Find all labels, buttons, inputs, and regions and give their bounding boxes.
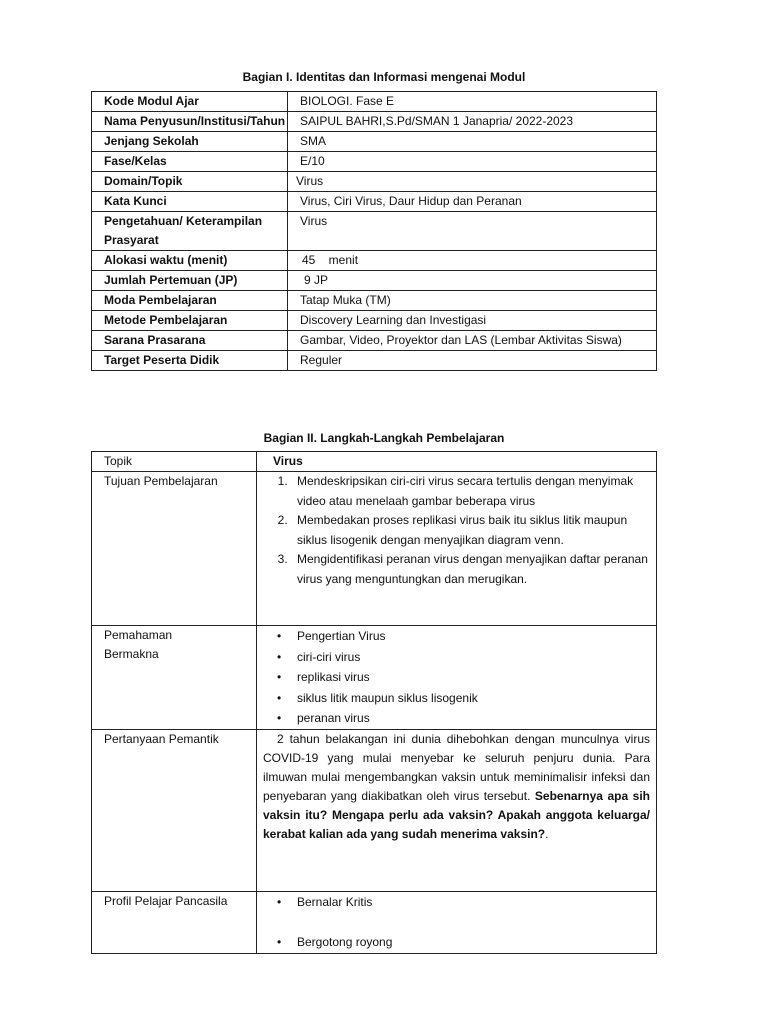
list-item: 2. Membedakan proses replikasi virus baik itu siklus litik maupun siklus lisogenik dengan menyajikan diagram venn. bbox=[291, 511, 650, 550]
table-row bbox=[92, 891, 657, 953]
row-key: Jumlah Pertemuan (JP) bbox=[92, 271, 288, 291]
row-key: Jenjang Sekolah bbox=[92, 132, 288, 152]
list-item: 3. Mengidentifikasi peranan virus dengan menyajikan daftar peranan virus yang menguntungkan dan merugikan. bbox=[291, 550, 650, 589]
list-item: • Pengertian Virus bbox=[297, 626, 650, 647]
pemahaman-list bbox=[273, 626, 650, 729]
row-key: Nama Penyusun/Institusi/Tahun bbox=[92, 112, 288, 132]
row-value: SMA bbox=[288, 132, 657, 152]
pertanyaan-label: Pertanyaan Pemantik bbox=[92, 729, 257, 891]
row-value: Virus bbox=[288, 212, 657, 251]
table-row bbox=[92, 452, 657, 472]
table-row bbox=[92, 192, 657, 212]
list-item: • ciri-ciri virus bbox=[297, 647, 650, 668]
row-value: SAIPUL BAHRI,S.Pd/SMAN 1 Janapria/ 2022-2023 bbox=[288, 112, 657, 132]
row-key: Moda Pembelajaran bbox=[92, 291, 288, 311]
row-value: Reguler bbox=[288, 351, 657, 371]
profil-label: Profil Pelajar Pancasila bbox=[92, 891, 257, 953]
row-value: 9 JP bbox=[288, 271, 657, 291]
profil-list bbox=[273, 892, 650, 952]
row-value: Virus, Ciri Virus, Daur Hidup dan Peranan bbox=[288, 192, 657, 212]
tujuan-list bbox=[267, 472, 650, 589]
pemahaman-label bbox=[92, 626, 257, 730]
pertanyaan-bold-text: Sebenarnya apa sih vaksin itu? Mengapa perlu ada vaksin? Apakah anggota keluarga/ kerabat kalian ada yang sudah menerima vaksin? bbox=[263, 788, 650, 841]
pemahaman-label-text: Pemahaman Bermakna bbox=[104, 628, 173, 661]
table-row bbox=[92, 112, 657, 132]
row-value: 45 menit bbox=[288, 251, 657, 271]
row-key: Fase/Kelas bbox=[92, 152, 288, 172]
pertanyaan-cell bbox=[257, 729, 657, 891]
list-item: • replikasi virus bbox=[297, 667, 650, 688]
row-key: Kata Kunci bbox=[92, 192, 288, 212]
pertanyaan-end: . bbox=[545, 826, 549, 841]
row-value: Gambar, Video, Proyektor dan LAS (Lembar Aktivitas Siswa) bbox=[288, 331, 657, 351]
row-value: Discovery Learning dan Investigasi bbox=[288, 311, 657, 331]
pemahaman-cell bbox=[257, 626, 657, 730]
list-item: • Bernalar Kritis bbox=[297, 892, 650, 912]
row-key: Target Peserta Didik bbox=[92, 351, 288, 371]
list-item: • peranan virus bbox=[297, 708, 650, 729]
tujuan-label: Tujuan Pembelajaran bbox=[92, 472, 257, 626]
profil-cell bbox=[257, 891, 657, 953]
list-item: • siklus litik maupun siklus lisogenik bbox=[297, 688, 650, 709]
table-row bbox=[92, 291, 657, 311]
row-key: Metode Pembelajaran bbox=[92, 311, 288, 331]
row-key: Kode Modul Ajar bbox=[92, 92, 288, 112]
section1-title: Bagian I. Identitas dan Informasi mengenai Modul bbox=[242, 70, 526, 84]
list-item: • Bergotong royong bbox=[297, 932, 650, 952]
table-row bbox=[92, 311, 657, 331]
row-key: Domain/Topik bbox=[92, 172, 288, 192]
table-row bbox=[92, 172, 657, 192]
row-key: Pengetahuan/ Keterampilan Prasyarat bbox=[92, 212, 288, 251]
table-row bbox=[92, 132, 657, 152]
row-value: BIOLOGI. Fase E bbox=[288, 92, 657, 112]
table-row bbox=[92, 251, 657, 271]
row-key: Sarana Prasarana bbox=[92, 331, 288, 351]
table-row bbox=[92, 729, 657, 891]
table-row bbox=[92, 212, 657, 251]
table-row bbox=[92, 626, 657, 730]
table-row bbox=[92, 92, 657, 112]
row-value: Virus bbox=[288, 172, 657, 192]
module-identity-table bbox=[91, 91, 657, 371]
list-item: 1. Mendeskripsikan ciri-ciri virus secara tertulis dengan menyimak video atau menelaah gambar beberapa virus bbox=[291, 472, 650, 511]
row-key: Alokasi waktu (menit) bbox=[92, 251, 288, 271]
table-row bbox=[92, 351, 657, 371]
table-row bbox=[92, 152, 657, 172]
row-value: Tatap Muka (TM) bbox=[288, 291, 657, 311]
table-row bbox=[92, 472, 657, 626]
topik-label: Topik bbox=[92, 452, 257, 472]
topik-value: Virus bbox=[257, 452, 657, 472]
table-row bbox=[92, 271, 657, 291]
row-value: E/10 bbox=[288, 152, 657, 172]
section2-title: Bagian II. Langkah-Langkah Pembelajaran bbox=[263, 431, 505, 445]
table-row bbox=[92, 331, 657, 351]
learning-steps-table bbox=[91, 451, 657, 954]
tujuan-cell bbox=[257, 472, 657, 626]
pertanyaan-text: 2 tahun belakangan ini dunia dihebohkan dengan munculnya virus COVID-19 yang mulai menyebar ke seluruh penjuru dunia. Para ilmuwan mulai mengembangkan vaksin untuk meminimalisir infeksi dan penyebaran yang diakibatkan oleh virus tersebut. bbox=[263, 731, 650, 803]
